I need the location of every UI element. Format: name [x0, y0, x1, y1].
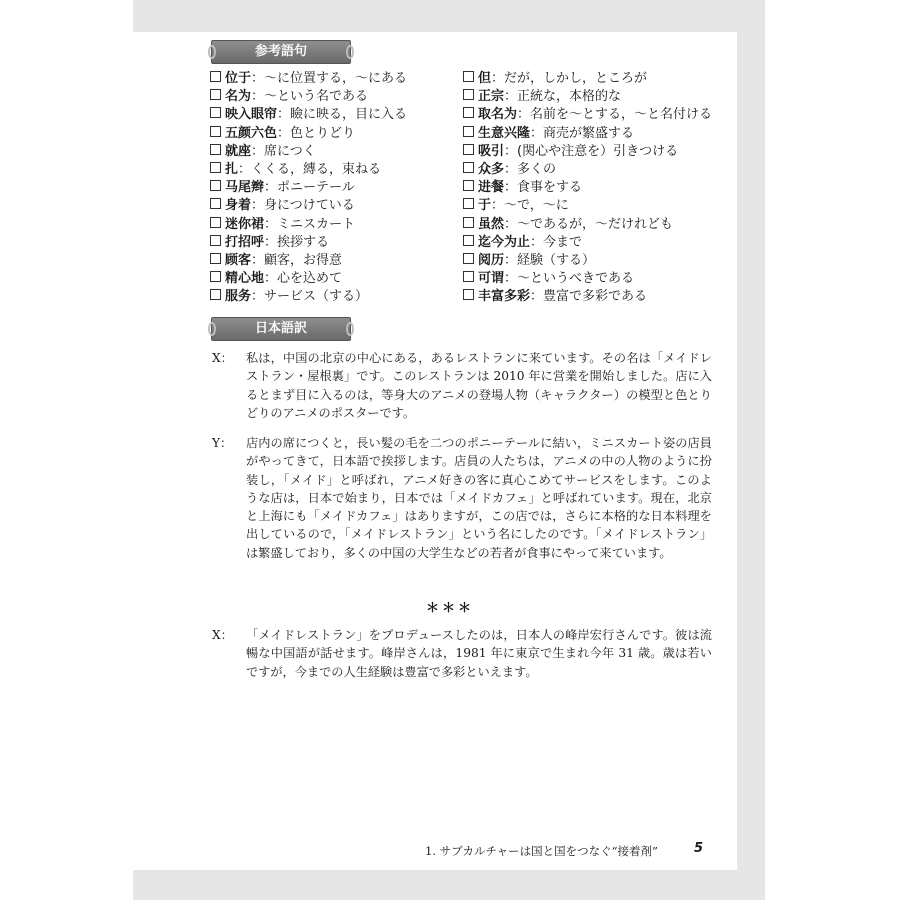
checkbox-square-icon [210, 235, 221, 246]
checkbox-square-icon [463, 89, 474, 100]
vocab-item [463, 106, 712, 124]
vocab-term: 迷你裙 [225, 216, 265, 232]
paragraph-text: 私は，中国の北京の中心にある，あるレストランに来ています。その名は「メイドレストラン・屋根裏」です。このレストランは 2010 年に営業を開始しました。店に入るとまず目に入るのは，等身大のアニメの登場人物（キャラクター）の模型と色とりどりのアニメのポスターです。 [246, 351, 712, 420]
vocab-term: 五颜六色 [225, 125, 278, 141]
vocab-item [463, 234, 712, 252]
checkbox-square-icon [210, 89, 221, 100]
vocab-definition: ：今まで [530, 234, 583, 250]
vocab-term: 身着 [225, 198, 252, 214]
vocab-left-column [210, 70, 407, 306]
speaker-label: X： [212, 351, 233, 365]
vocab-definition: ：豊富で多彩である [530, 289, 648, 305]
vocab-definition: ：心を込めて [264, 271, 343, 287]
checkbox-square-icon [210, 180, 221, 191]
checkbox-square-icon [463, 271, 474, 282]
vocab-definition: ：ポニーテール [264, 180, 355, 196]
vocab-item [210, 270, 407, 288]
vocab-definition: ：～というべきである [504, 271, 635, 287]
vocab-term: 打招呼 [225, 234, 265, 250]
speaker-label: Y： [212, 436, 233, 450]
checkbox-square-icon [463, 144, 474, 155]
vocab-term: 迄今为止 [478, 234, 531, 250]
vocab-term: 阅历 [478, 252, 505, 268]
paragraph-x1 [212, 349, 712, 422]
vocab-term: 精心地 [225, 271, 265, 287]
checkbox-square-icon [463, 289, 474, 300]
vocab-item [210, 161, 407, 179]
vocab-item [210, 88, 407, 106]
section-separator: ＊＊＊ [425, 601, 474, 616]
vocab-item [210, 216, 407, 234]
vocab-definition: ：席につく [251, 143, 316, 159]
checkbox-square-icon [463, 198, 474, 209]
vocab-item [463, 161, 712, 179]
checkbox-square-icon [463, 162, 474, 173]
vocab-term: 可谓 [478, 271, 505, 287]
vocab-section-heading [211, 40, 351, 64]
vocab-term: 于 [478, 198, 492, 214]
paragraph-y [212, 434, 712, 562]
vocab-term: 正宗 [478, 89, 505, 105]
vocab-definition: ：商売が繁盛する [530, 125, 635, 141]
paragraph-x2 [212, 626, 712, 681]
vocab-item [210, 143, 407, 161]
vocab-definition: ：多くの [504, 161, 557, 177]
vocab-definition: ：挨拶する [264, 234, 330, 250]
vocab-definition: ：身につけている [251, 198, 355, 214]
vocab-definition: ：～で，～に [491, 198, 569, 214]
checkbox-square-icon [463, 235, 474, 246]
vocab-term: 虽然 [478, 216, 505, 232]
speaker-label: X： [212, 628, 233, 642]
vocab-item [210, 70, 407, 88]
vocab-item [463, 197, 712, 215]
vocab-item [210, 179, 407, 197]
vocab-definition: ：経験（する） [504, 252, 596, 268]
vocab-term: 就座 [225, 143, 252, 159]
checkbox-square-icon [210, 198, 221, 209]
vocab-definition: ：だが，しかし，ところが [491, 71, 648, 86]
vocab-term: 马尾辫 [225, 180, 265, 196]
vocab-item [210, 288, 407, 306]
vocab-item [210, 234, 407, 252]
checkbox-square-icon [463, 217, 474, 228]
vocab-item [210, 252, 407, 270]
vocab-term: 扎 [225, 161, 239, 177]
vocab-item [463, 288, 712, 306]
checkbox-square-icon [463, 107, 474, 118]
vocab-item [463, 179, 712, 197]
vocab-item [463, 270, 712, 288]
checkbox-square-icon [210, 217, 221, 228]
vocab-definition: ：色とりどり [277, 125, 356, 141]
vocab-term: 众多 [478, 161, 505, 177]
checkbox-square-icon [463, 126, 474, 137]
checkbox-square-icon [210, 253, 221, 264]
vocab-definition: ：食事をする [504, 180, 583, 196]
left-margin [0, 0, 133, 900]
checkbox-square-icon [210, 107, 221, 118]
vocab-item [463, 143, 712, 161]
vocab-term: 丰富多彩 [478, 289, 531, 305]
vocab-definition: ：顧客，お得意 [251, 252, 343, 268]
vocab-term: 映入眼帘 [225, 107, 278, 123]
vocab-item [210, 106, 407, 124]
vocab-item [210, 125, 407, 143]
vocab-item [210, 197, 407, 215]
vocab-section-title: 参考語句 [254, 44, 307, 59]
vocab-definition: ：～に位置する，～にある [251, 71, 408, 86]
vocab-definition: ：～であるが，～だけれども [504, 216, 674, 232]
vocab-item [463, 125, 712, 143]
vocab-term: 服务 [225, 289, 252, 305]
running-footer: 1. サブカルチャーは国と国をつなぐ“接着剤” [425, 844, 658, 858]
vocab-item [463, 252, 712, 270]
vocab-definition: ：(関心や注意を）引きつける [504, 143, 679, 159]
vocab-definition: ：サービス（する） [251, 289, 369, 305]
vocab-definition: ：瞼に映る，目に入る [277, 107, 408, 123]
vocab-term: 但 [478, 71, 492, 86]
vocab-item [463, 88, 712, 106]
vocab-term: 名为 [225, 89, 252, 105]
translation-section-heading [211, 317, 351, 341]
vocab-right-column [463, 70, 712, 306]
page-number: 5 [694, 841, 704, 856]
vocab-term: 位于 [225, 71, 252, 86]
vocab-definition: ：～という名である [251, 89, 369, 105]
translation-section-title: 日本語訳 [254, 321, 307, 336]
vocab-definition: ：正統な，本格的な [504, 89, 622, 105]
vocab-term: 生意兴隆 [478, 125, 531, 141]
paragraph-text: 「メイドレストラン」をプロデュースしたのは，日本人の峰岸宏行さんです。彼は流暢な中国語が話せます。峰岸さんは，1981 年に東京で生まれ今年 31 歳。歳は若いですが，今までの人生経験は豊富で多彩といえます。 [246, 628, 712, 679]
checkbox-square-icon [210, 271, 221, 282]
checkbox-square-icon [210, 126, 221, 137]
vocab-term: 进餐 [478, 180, 505, 196]
checkbox-square-icon [210, 162, 221, 173]
vocab-term: 吸引 [478, 143, 505, 159]
vocab-term: 取名为 [478, 107, 518, 123]
checkbox-square-icon [463, 180, 474, 191]
vocab-definition: ：くくる，縛る，束ねる [238, 161, 382, 177]
vocab-item [463, 70, 712, 88]
vocab-item [463, 216, 712, 234]
checkbox-square-icon [463, 71, 474, 82]
paragraph-text: 店内の席につくと，長い髪の毛を二つのポニーテールに結い，ミニスカート姿の店員がやってきて，日本語で挨拶します。店員の人たちは，アニメの中の人物のように扮装し，「メイド」と呼ばれ，アニメ好きの客に真心こめてサービスをします。このような店は，日本で始まり，日本では「メイドカフェ」と呼ばれています。現在，北京と上海にも「メイドカフェ」はありますが，この店では，さらに本格的な日本料理を出しているので，「メイドレストラン」という名にしたのです。「メイドレストラン」は繁盛しており，多くの中国の大学生などの若者が食事にやって来ています。 [246, 436, 712, 560]
vocab-definition: ：ミニスカート [264, 216, 356, 232]
checkbox-square-icon [210, 289, 221, 300]
checkbox-square-icon [210, 144, 221, 155]
vocab-definition: ：名前を～とする，～と名付ける [517, 107, 713, 123]
checkbox-square-icon [210, 71, 221, 82]
checkbox-square-icon [463, 253, 474, 264]
vocab-term: 顾客 [225, 252, 252, 268]
